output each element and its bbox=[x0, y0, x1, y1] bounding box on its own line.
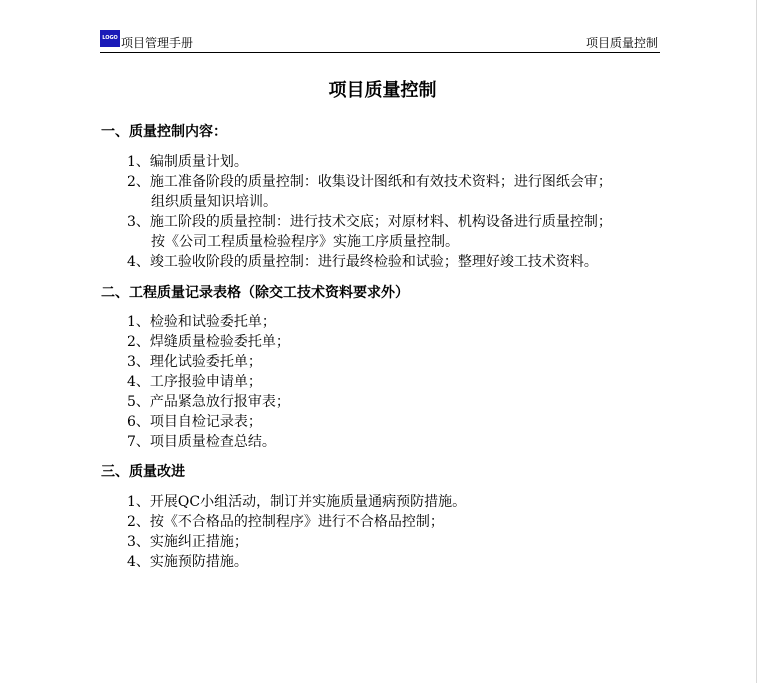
list-item: 7、项目质量检查总结。 bbox=[127, 434, 276, 450]
logo-text: LOGO bbox=[102, 35, 118, 41]
header-manual-title: 项目管理手册 bbox=[121, 36, 194, 50]
list-item-continuation: 组织质量知识培训。 bbox=[151, 194, 277, 210]
document-title: 项目质量控制 bbox=[328, 80, 437, 101]
list-item: 5、产品紧急放行报审表； bbox=[127, 394, 290, 410]
list-item: 4、工序报验申请单； bbox=[127, 374, 262, 390]
section-heading: 二、工程质量记录表格（除交工技术资料要求外） bbox=[101, 285, 409, 301]
list-item: 1、开展QC小组活动，制订并实施质量通病预防措施。 bbox=[127, 494, 467, 510]
list-item: 6、项目自检记录表； bbox=[127, 414, 262, 430]
list-item: 1、检验和试验委托单； bbox=[127, 314, 276, 330]
list-item-continuation: 按《公司工程质量检验程序》实施工序质量控制。 bbox=[151, 234, 459, 250]
list-item: 4、实施预防措施。 bbox=[127, 554, 248, 570]
list-item: 2、焊缝质量检验委托单； bbox=[127, 334, 290, 350]
list-item: 2、按《不合格品的控制程序》进行不合格品控制； bbox=[127, 514, 444, 530]
list-item: 3、实施纠正措施； bbox=[127, 534, 248, 550]
list-item: 3、施工阶段的质量控制：进行技术交底；对原材料、机构设备进行质量控制； bbox=[127, 214, 612, 230]
section-heading: 三、质量改进 bbox=[101, 464, 185, 480]
section-heading: 一、质量控制内容： bbox=[101, 124, 227, 140]
list-item: 4、竣工验收阶段的质量控制：进行最终检验和试验；整理好竣工技术资料。 bbox=[127, 254, 598, 270]
list-item: 2、施工准备阶段的质量控制：收集设计图纸和有效技术资料；进行图纸会审； bbox=[127, 174, 612, 190]
page-edge bbox=[756, 0, 757, 683]
company-logo bbox=[100, 30, 120, 47]
list-item: 1、编制质量计划。 bbox=[127, 154, 248, 170]
list-item: 3、理化试验委托单； bbox=[127, 354, 262, 370]
page-header bbox=[100, 30, 660, 53]
header-section-title: 项目质量控制 bbox=[585, 36, 658, 50]
